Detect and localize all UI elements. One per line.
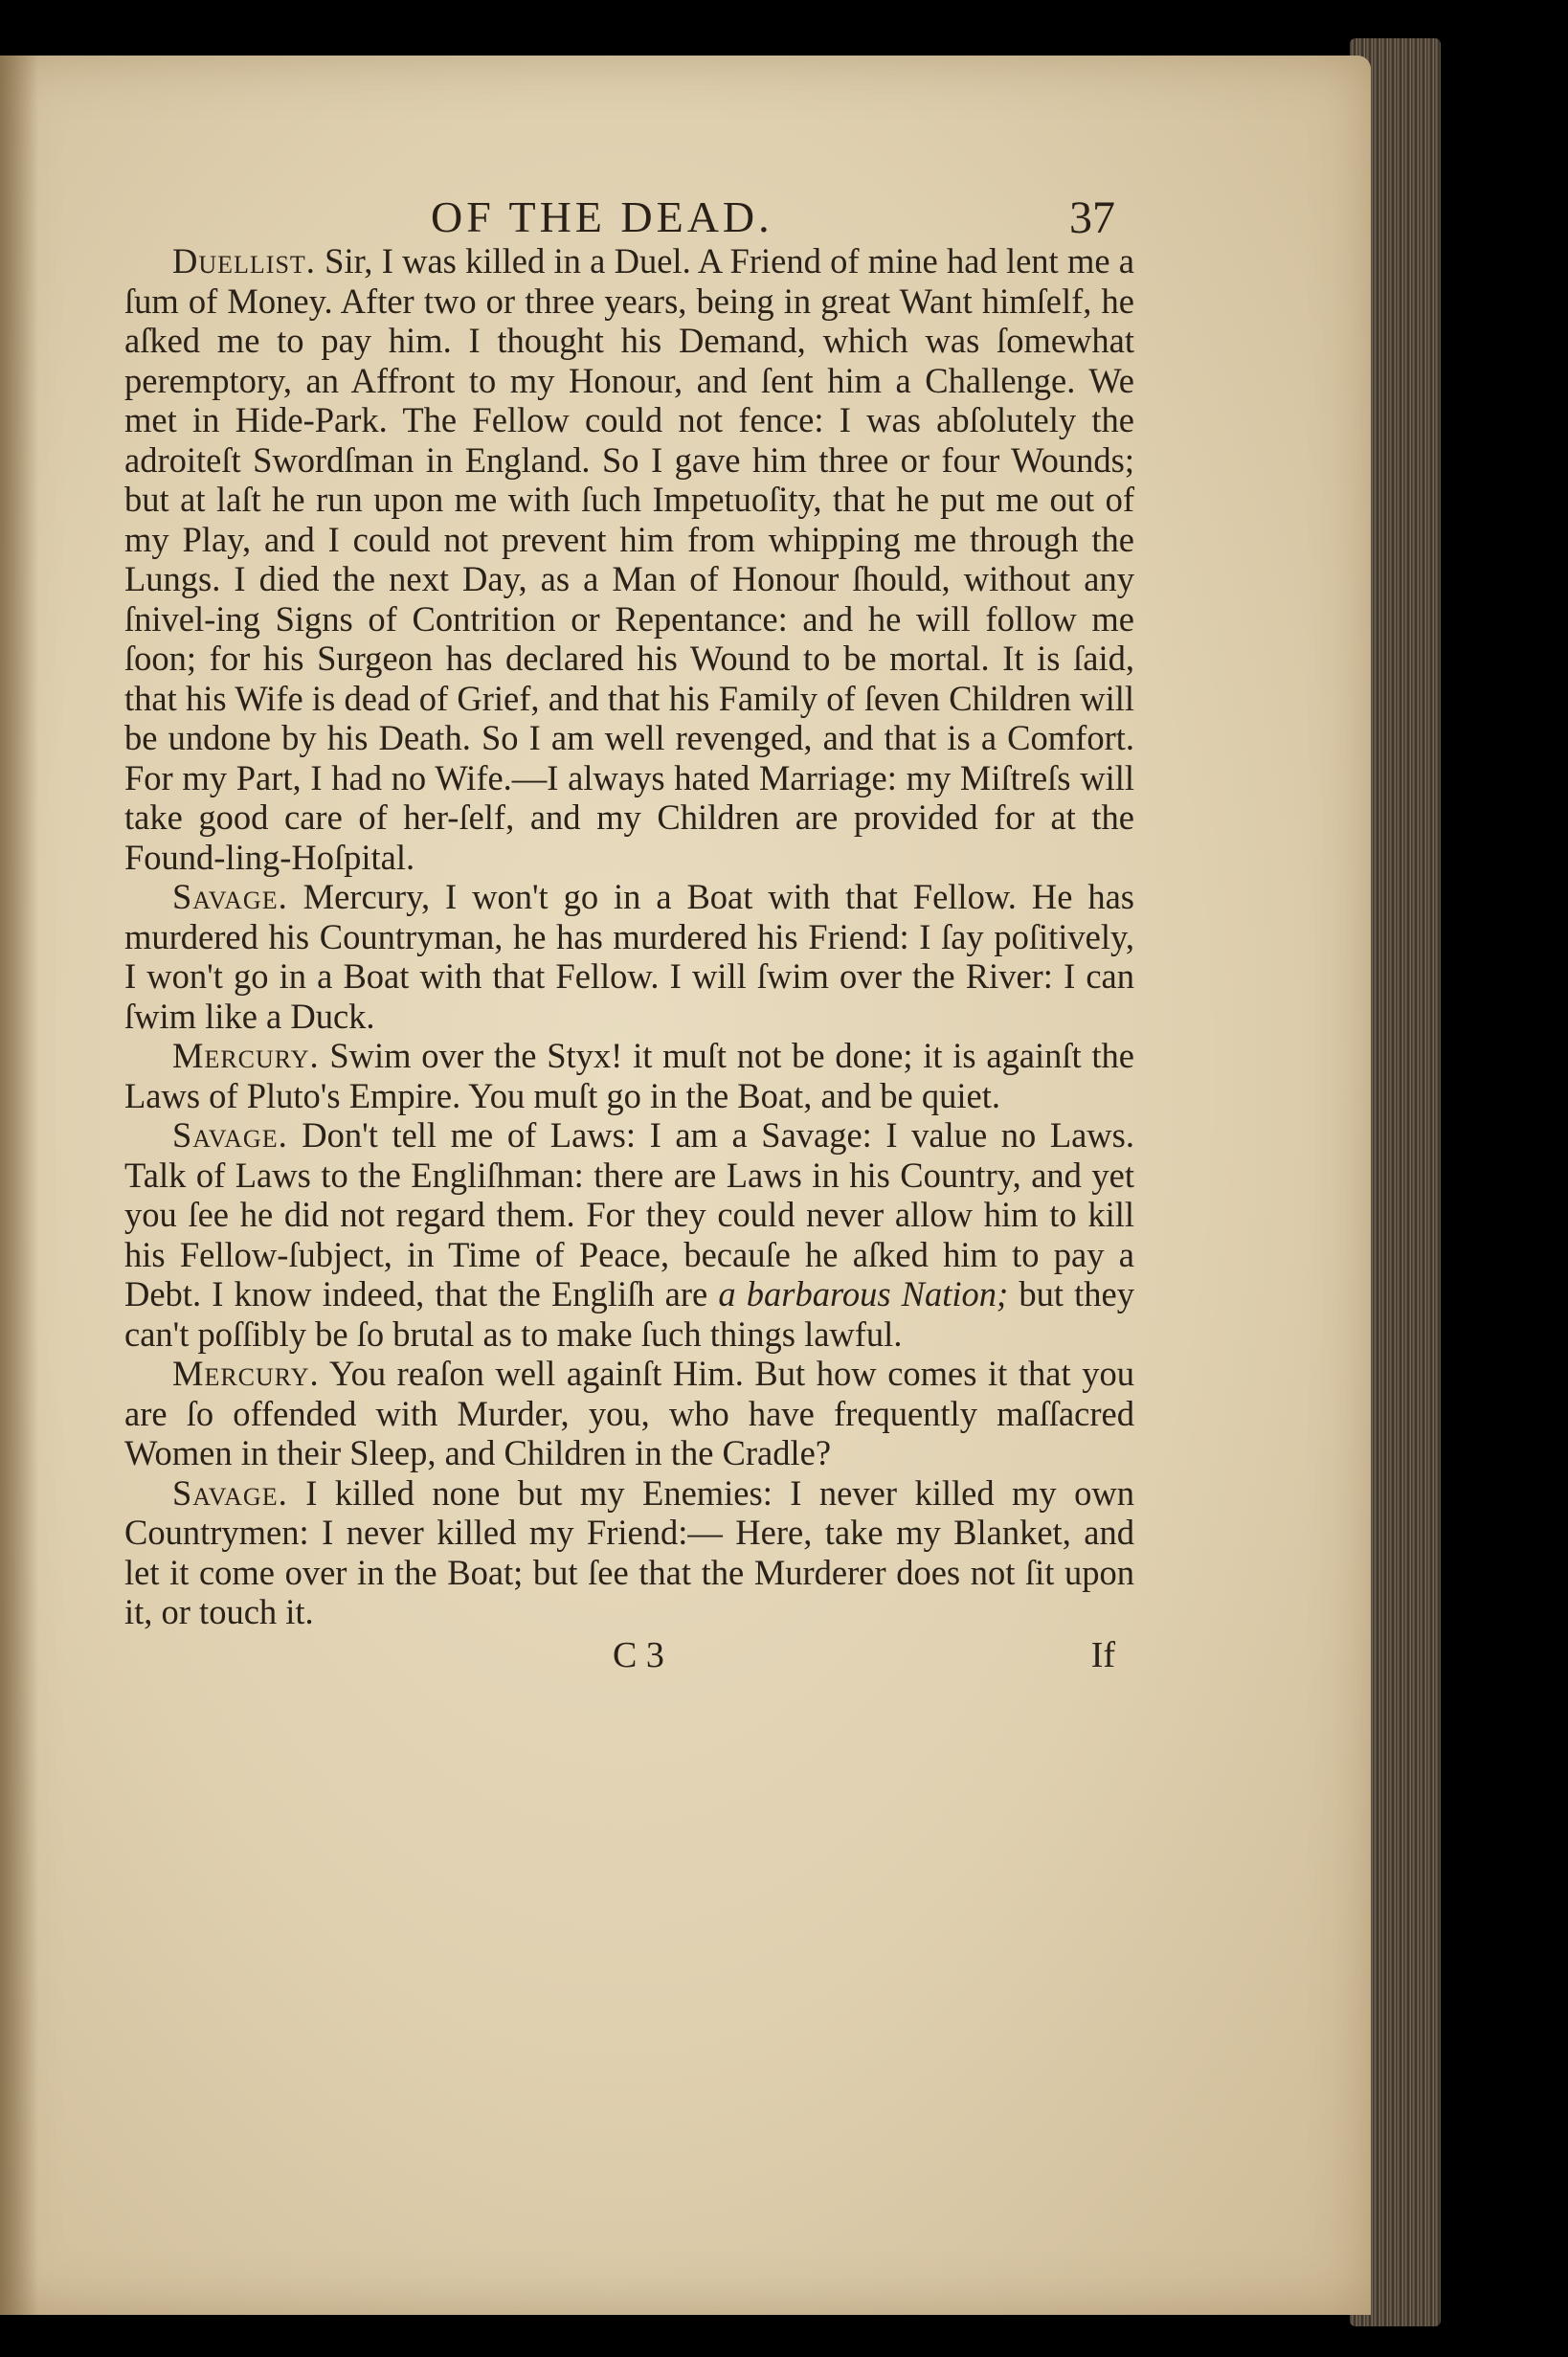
catchword: If	[1090, 1634, 1115, 1675]
signature-mark: C 3	[613, 1634, 664, 1675]
speaker-name: Savage.	[172, 877, 288, 916]
paragraph	[124, 877, 1134, 1036]
paragraph	[124, 1473, 1134, 1632]
speech-text: Mercury, I won't go in a Boat with that Fellow. He has murdered his Countryman, he has murdered his Friend: I ſay poſitively, I won't go in a Boat with that Fellow. I will ſwim over the River: I can ſwim like a Duck.	[124, 877, 1135, 1036]
speaker-name: Duellist.	[172, 241, 316, 281]
running-head-title: OF THE DEAD.	[431, 192, 773, 241]
page-gutter	[0, 56, 38, 2315]
page-number: 37	[1069, 192, 1115, 243]
speech-text: I killed none but my Enemies: I never killed my own Countrymen: I never killed my Friend:— Here, take my Blanket, and let it come over in the Boat; but ſee that the Murderer does not ſit upon it, or touch it.	[124, 1472, 1134, 1631]
speech-text-italic: a barbarous Nation;	[718, 1274, 1009, 1313]
speaker-name: Mercury.	[172, 1036, 320, 1075]
paragraph	[124, 1036, 1134, 1115]
speaker-name: Savage.	[172, 1115, 288, 1155]
speech-text: You reaſon well againſt Him. But how comes it that you are ſo offended with Murder, you, who have frequently maſſacred Women in their Sleep, and Children in the Cradle?	[124, 1354, 1134, 1472]
speech-text: Sir, I was killed in a Duel. A Friend of mine had lent me a ſum of Money. After two or three years, being in great Want himſelf, he aſked me to pay him. I thought his Demand, which was ſomewhat peremptory, an Affront to my Honour, and ſent him a Challenge. We met in Hide-Park. The Fellow could not fence: I was abſolutely the adroiteſt Swordſman in England. So I gave him three or four Wounds; but at laſt he run upon me with ſuch Impetuoſity, that he put me out of my Play, and I could not prevent him from whipping me through the Lungs. I died the next Day, as a Man of Honour ſhould, without any ſnivel-ing Signs of Contrition or Repentance: and he will follow me ſoon; for his Surgeon has declared his Wound to be mortal. It is ſaid, that his Wife is dead of Grief, and that his Family of ſeven Children will be undone by his Death. So I am well revenged, and that is a Comfort. For my Part, I had no Wife.—I always hated Marriage: my Miſtreſs will take good care of her-ſelf, and my Children are provided for at the Found-ling-Hoſpital.	[124, 241, 1134, 877]
paragraph	[124, 1115, 1134, 1354]
running-head	[124, 144, 1134, 243]
page-footer	[124, 1632, 1134, 1680]
paragraph	[124, 241, 1134, 877]
speaker-name: Mercury.	[172, 1354, 320, 1393]
paragraph	[124, 1354, 1134, 1473]
speech-text: but they can't poſſibly be ſo brutal as to make ſuch things lawful.	[124, 1274, 1135, 1354]
body-text	[124, 241, 1134, 1632]
speaker-name: Savage.	[172, 1472, 288, 1513]
speech-text: Don't tell me of Laws: I am a Savage: I value no Laws. Talk of Laws to the Engliſhman: there are Laws in his Country, and yet you ſee he did not regard them. For they could never allow him to kill his Fellow-ſubject, in Time of Peace, becauſe he aſked him to pay a Debt. I know indeed, that the Engliſh are	[124, 1115, 1134, 1313]
speech-text: Swim over the Styx! it muſt not be done; it is againſt the Laws of Pluto's Empire. You muſt go in the Boat, and be quiet.	[124, 1036, 1134, 1115]
page-content	[124, 144, 1134, 1680]
